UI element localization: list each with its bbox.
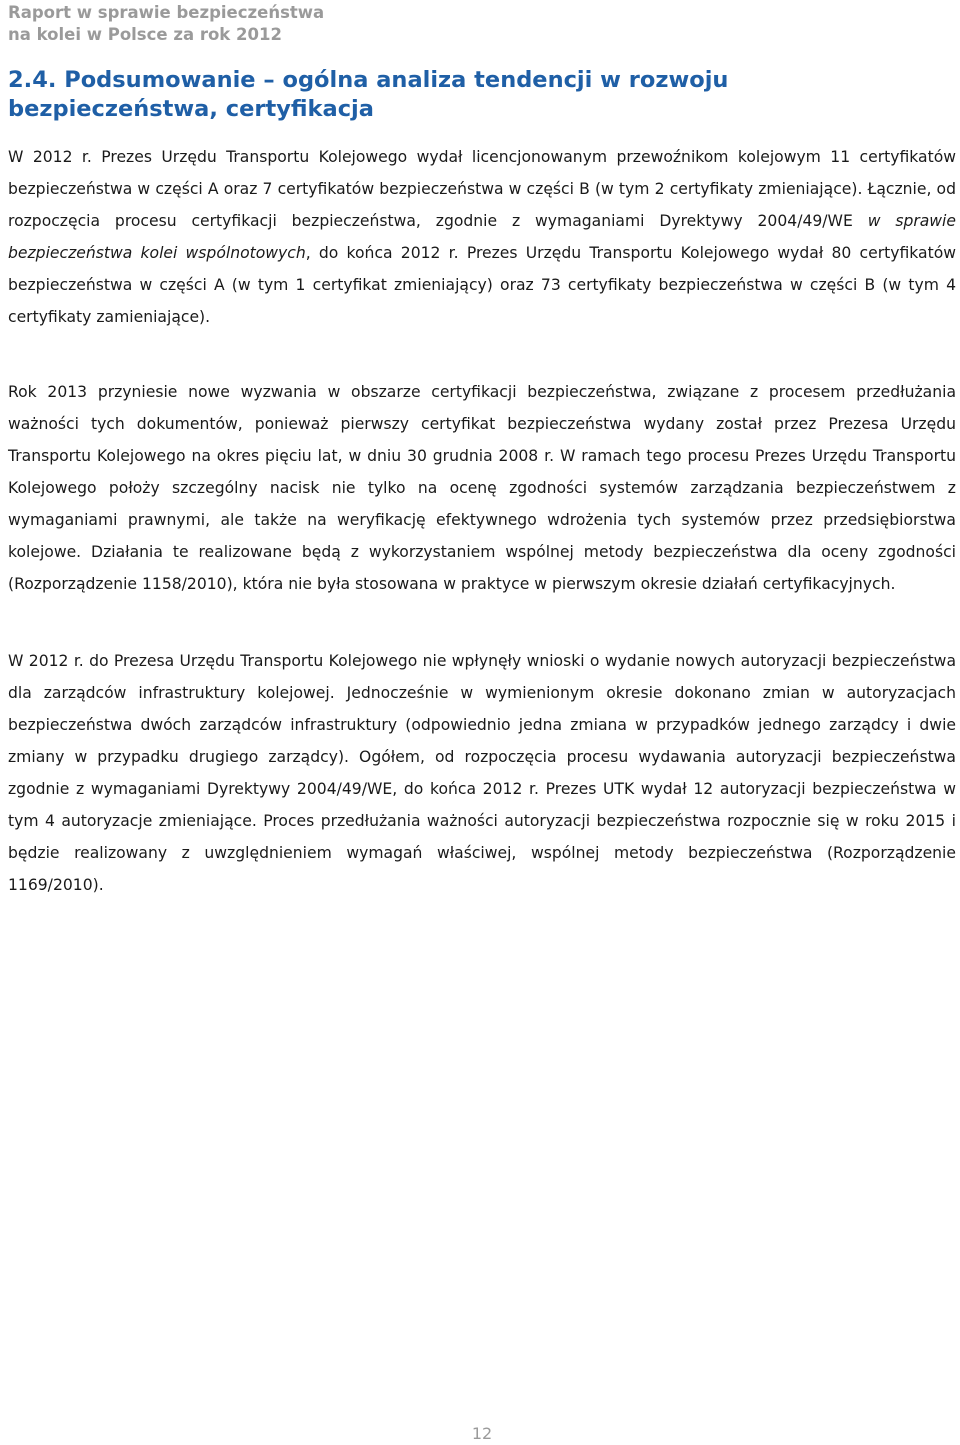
paragraph-2013-challenges: Rok 2013 przyniesie nowe wyzwania w obszarze certyfikacji bezpieczeństwa, związane z procesem przedłużania ważności tych dokumentów, ponieważ pierwszy certyfikat bezpieczeństwa wydany został przez Prezesa Urzędu Transportu Kolejowego na okres pięciu lat, w dniu 30 grudnia 2008 r. W ramach tego procesu Prezes Urzędu Transportu Kolejowego położy szczególny nacisk nie tylko na ocenę zgodności systemów zarządzania bezpieczeństwem z wymaganiami prawnymi, ale także na weryfikację efektywnego wdrożenia tych systemów przez przedsiębiorstwa kolejowe. Działania te realizowane będą z wykorzystaniem wspólnej metody bezpieczeństwa dla oceny zgodności (Rozporządzenie 1158/2010), która nie była stosowana w praktyce w pierwszym okresie działań certyfikacyjnych. (8, 383, 956, 593)
page-number: 12 (471, 1424, 493, 1443)
directive-title-italic: w sprawie bezpieczeństwa kolei wspólnotowych (8, 212, 956, 262)
section-title: 2.4. Podsumowanie – ogólna analiza tendencji w rozwoju bezpieczeństwa, certyfikacja (8, 67, 729, 122)
running-header-line-2: na kolei w Polsce za rok 2012 (8, 25, 282, 44)
paragraph-text: , do końca 2012 r. Prezes Urzędu Transportu Kolejowego wydał 80 certyfikatów bezpieczeństwa w części A (w tym 1 certyfikat zmieniający) oraz 73 certyfikaty bezpieczeństwa w części B (w tym 4 certyfikaty zamieniające). (8, 244, 956, 326)
paragraph-authorizations: W 2012 r. do Prezesa Urzędu Transportu Kolejowego nie wpłynęły wnioski o wydanie nowych autoryzacji bezpieczeństwa dla zarządców infrastruktury kolejowej. Jednocześnie w wymienionym okresie dokonano zmian w autoryzacjach bezpieczeństwa dwóch zarządców infrastruktury (odpowiednio jedna zmiana w przypadków jednego zarządcy i dwie zmiany w przypadku drugiego zarządcy). Ogółem, od rozpoczęcia procesu wydawania autoryzacji bezpieczeństwa zgodnie z wymaganiami Dyrektywy 2004/49/WE, do końca 2012 r. Prezes UTK wydał 12 autoryzacji bezpieczeństwa w tym 4 autoryzacje zmieniające. Proces przedłużania ważności autoryzacji bezpieczeństwa rozpocznie się w roku 2015 i będzie realizowany z uwzględnieniem wymagań właściwej, wspólnej metody bezpieczeństwa (Rozporządzenie 1169/2010). (8, 652, 956, 894)
paragraph-certification (8, 141, 956, 333)
running-header-line-1: Raport w sprawie bezpieczeństwa (8, 3, 325, 22)
running-header (8, 2, 324, 46)
paragraph-text: W 2012 r. Prezes Urzędu Transportu Kolejowego wydał licencjonowanym przewoźnikom kolejowym 11 certyfikatów bezpieczeństwa w części A oraz 7 certyfikatów bezpieczeństwa w części B (w tym 2 certyfikaty zmieniające). Łącznie, od rozpoczęcia procesu certyfikacji bezpieczeństwa, zgodnie z wymaganiami Dyrektywy 2004/49/WE (8, 148, 956, 230)
